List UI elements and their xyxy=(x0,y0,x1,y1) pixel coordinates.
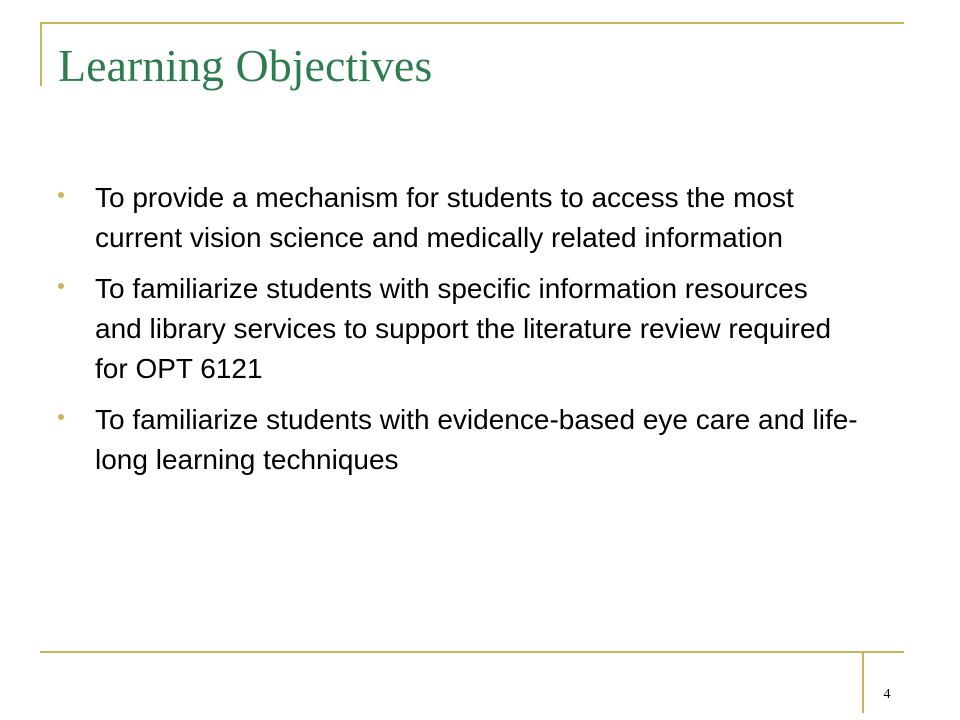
bullet-text: To familiarize students with specific information resources and library services to support the literature review required for OPT 6121 xyxy=(95,273,832,384)
page-number: 4 xyxy=(883,687,891,702)
frame-bottom-line xyxy=(40,651,904,653)
bullet-text: To provide a mechanism for students to access the most current vision science and medically related information xyxy=(95,182,794,253)
bullet-item xyxy=(58,400,858,480)
frame-top-line xyxy=(40,22,904,24)
frame-right-line xyxy=(862,651,864,713)
bullet-dot-icon xyxy=(58,283,64,289)
bullet-text: To familiarize students with evidence-based eye care and life-long learning techniques xyxy=(95,404,858,475)
bullet-dot-icon xyxy=(58,414,64,420)
bullet-item xyxy=(58,269,858,389)
bullet-dot-icon xyxy=(58,192,64,198)
frame-left-line xyxy=(40,22,42,86)
slide-title: Learning Objectives xyxy=(58,40,433,91)
bullet-list xyxy=(58,178,858,491)
bullet-item xyxy=(58,178,858,258)
